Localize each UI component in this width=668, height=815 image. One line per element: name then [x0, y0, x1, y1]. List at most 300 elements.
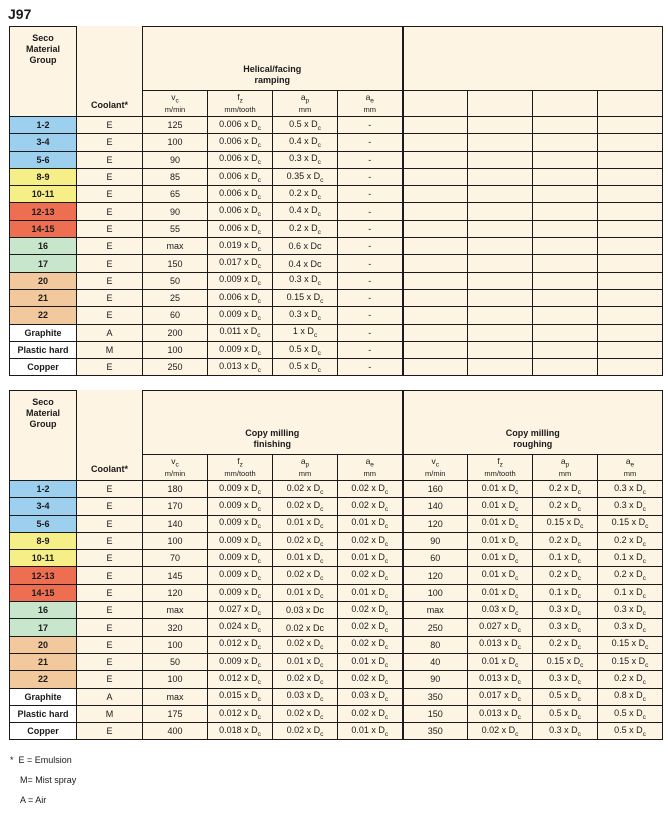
- roughing-fz-cell: 0.01 x $D_c$: [468, 498, 533, 515]
- material-group-cell: Copper: [10, 723, 77, 740]
- finishing-ae-cell: 0.02 x $D_c$: [338, 602, 403, 619]
- fz-cell: 0.006 x $D_c$: [208, 220, 273, 237]
- coolant-cell: E: [77, 134, 143, 151]
- material-group-cell: 14-15: [10, 584, 77, 601]
- empty-cell: [598, 255, 663, 272]
- table-row: [10, 723, 663, 740]
- table-row: [10, 584, 663, 601]
- coolant-cell: E: [77, 515, 143, 532]
- fz-cell: 0.017 x $D_c$: [208, 255, 273, 272]
- empty-cell: [468, 341, 533, 358]
- empty-cell: [468, 307, 533, 324]
- ae-cell: -: [338, 324, 403, 341]
- coolant-cell: M: [77, 705, 143, 722]
- table-row: [10, 602, 663, 619]
- header-vc: [143, 455, 208, 481]
- table-row: [10, 272, 663, 289]
- empty-cell: [598, 341, 663, 358]
- ae-cell: -: [338, 238, 403, 255]
- roughing-vc-cell: 90: [403, 671, 468, 688]
- finishing-ap-cell: 0.02 x $D_c$: [273, 723, 338, 740]
- roughing-ap-cell: 0.2 x $D_c$: [533, 532, 598, 549]
- finishing-ap-cell: 0.02 x $D_c$: [273, 532, 338, 549]
- roughing-ap-cell: 0.2 x $D_c$: [533, 481, 598, 498]
- empty-cell: [403, 186, 468, 203]
- finishing-ap-cell: 0.02 x $D_c$: [273, 498, 338, 515]
- finishing-vc-cell: 170: [143, 498, 208, 515]
- ap-cell: 0.6 x Dc: [273, 238, 338, 255]
- empty-cell: [598, 289, 663, 306]
- material-group-cell: 1-2: [10, 117, 77, 134]
- table-row: [10, 653, 663, 670]
- table-row: [10, 619, 663, 636]
- material-group-cell: 3-4: [10, 498, 77, 515]
- finishing-ae-cell: 0.01 x $D_c$: [338, 584, 403, 601]
- finishing-vc-cell: 50: [143, 653, 208, 670]
- ap-cell: 0.4 x $D_c$: [273, 203, 338, 220]
- roughing-ap-cell: 0.5 x $D_c$: [533, 705, 598, 722]
- table-row: [10, 359, 663, 376]
- empty-cell: [598, 151, 663, 168]
- empty-cell: [598, 117, 663, 134]
- roughing-ap-cell: 0.15 x $D_c$: [533, 653, 598, 670]
- header-fz: [208, 91, 273, 117]
- coolant-cell: E: [77, 653, 143, 670]
- cutting-data-table-copy-milling: [9, 390, 663, 740]
- finishing-fz-cell: 0.012 x $D_c$: [208, 705, 273, 722]
- material-group-cell: 10-11: [10, 550, 77, 567]
- ae-cell: -: [338, 168, 403, 185]
- finishing-ae-cell: 0.02 x $D_c$: [338, 498, 403, 515]
- roughing-ap-cell: 0.1 x $D_c$: [533, 550, 598, 567]
- ae-cell: -: [338, 289, 403, 306]
- empty-cell: [533, 117, 598, 134]
- header-ap: [533, 455, 598, 481]
- empty-cell: [468, 359, 533, 376]
- vc-cell: 90: [143, 203, 208, 220]
- empty-cell: [598, 203, 663, 220]
- fz-cell: 0.006 x $D_c$: [208, 151, 273, 168]
- finishing-vc-cell: 180: [143, 481, 208, 498]
- header-fz-unit: mm/tooth: [224, 469, 256, 479]
- finishing-vc-cell: max: [143, 688, 208, 705]
- finishing-vc-cell: 100: [143, 532, 208, 549]
- coolant-cell: E: [77, 567, 143, 584]
- finishing-fz-cell: 0.009 x $D_c$: [208, 532, 273, 549]
- header-material-group: Seco Material Group: [10, 391, 77, 481]
- header-copy-milling-finishing: Copy milling finishing: [143, 391, 403, 455]
- vc-cell: 50: [143, 272, 208, 289]
- roughing-ae-cell: 0.8 x $D_c$: [598, 688, 663, 705]
- ap-cell: 0.5 x $D_c$: [273, 341, 338, 358]
- roughing-ae-cell: 0.2 x $D_c$: [598, 671, 663, 688]
- finishing-ap-cell: 0.01 x $D_c$: [273, 584, 338, 601]
- header-fz: [468, 455, 533, 481]
- ap-cell: 0.35 x $D_c$: [273, 168, 338, 185]
- empty-cell: [403, 341, 468, 358]
- material-group-cell: 5-6: [10, 151, 77, 168]
- empty-cell: [533, 307, 598, 324]
- header-vc: [143, 91, 208, 117]
- coolant-cell: E: [77, 584, 143, 601]
- empty-cell: [533, 220, 598, 237]
- ap-cell: 1 x $D_c$: [273, 324, 338, 341]
- roughing-fz-cell: 0.01 x $D_c$: [468, 532, 533, 549]
- coolant-cell: E: [77, 168, 143, 185]
- roughing-vc-cell: 100: [403, 584, 468, 601]
- vc-cell: 100: [143, 134, 208, 151]
- empty-cell: [598, 134, 663, 151]
- ae-cell: -: [338, 255, 403, 272]
- ae-cell: -: [338, 359, 403, 376]
- finishing-ap-cell: 0.02 x $D_c$: [273, 705, 338, 722]
- fz-cell: 0.006 x $D_c$: [208, 203, 273, 220]
- empty-cell: [533, 168, 598, 185]
- empty-cell: [403, 324, 468, 341]
- header-vc-unit: m/min: [425, 469, 446, 479]
- material-group-cell: 16: [10, 238, 77, 255]
- roughing-vc-cell: 80: [403, 636, 468, 653]
- finishing-ap-cell: 0.01 x $D_c$: [273, 515, 338, 532]
- finishing-ae-cell: 0.02 x $D_c$: [338, 671, 403, 688]
- header-ap: [273, 91, 338, 117]
- roughing-ae-cell: 0.1 x $D_c$: [598, 584, 663, 601]
- finishing-fz-cell: 0.027 x $D_c$: [208, 602, 273, 619]
- coolant-cell: E: [77, 723, 143, 740]
- table-row: [10, 220, 663, 237]
- empty-cell: [403, 220, 468, 237]
- table-row: [10, 307, 663, 324]
- coolant-cell: E: [77, 602, 143, 619]
- fz-cell: 0.013 x $D_c$: [208, 359, 273, 376]
- coolant-cell: E: [77, 203, 143, 220]
- finishing-ae-cell: 0.02 x $D_c$: [338, 636, 403, 653]
- coolant-cell: E: [77, 671, 143, 688]
- header-ae-symbol: $a_e$: [365, 91, 374, 105]
- material-group-cell: 21: [10, 289, 77, 306]
- roughing-ae-cell: 0.3 x $D_c$: [598, 498, 663, 515]
- empty-cell: [468, 117, 533, 134]
- finishing-ap-cell: 0.02 x $D_c$: [273, 636, 338, 653]
- empty-cell: [403, 238, 468, 255]
- coolant-cell: E: [77, 186, 143, 203]
- material-group-cell: Copper: [10, 359, 77, 376]
- fz-cell: 0.009 x $D_c$: [208, 341, 273, 358]
- table-row: [10, 168, 663, 185]
- material-group-cell: 14-15: [10, 220, 77, 237]
- material-group-cell: Plastic hard: [10, 705, 77, 722]
- header-vc: [403, 455, 468, 481]
- finishing-ae-cell: 0.01 x $D_c$: [338, 723, 403, 740]
- roughing-fz-cell: 0.027 x $D_c$: [468, 619, 533, 636]
- empty-cell: [598, 324, 663, 341]
- legend-item: A = Air: [20, 795, 47, 805]
- finishing-vc-cell: 140: [143, 515, 208, 532]
- finishing-vc-cell: 175: [143, 705, 208, 722]
- coolant-cell: A: [77, 688, 143, 705]
- empty-cell: [533, 134, 598, 151]
- ap-cell: 0.3 x $D_c$: [273, 272, 338, 289]
- ae-cell: -: [338, 307, 403, 324]
- finishing-vc-cell: 400: [143, 723, 208, 740]
- table-row: [10, 567, 663, 584]
- coolant-cell: E: [77, 498, 143, 515]
- material-group-cell: 1-2: [10, 481, 77, 498]
- roughing-ap-cell: 0.3 x $D_c$: [533, 723, 598, 740]
- header-fz-symbol: $f_z$: [497, 455, 503, 469]
- empty-cell: [403, 134, 468, 151]
- finishing-ap-cell: 0.01 x $D_c$: [273, 550, 338, 567]
- table-row: [10, 550, 663, 567]
- header-coolant: Coolant*: [77, 27, 143, 117]
- ap-cell: 0.3 x $D_c$: [273, 151, 338, 168]
- empty-cell: [403, 168, 468, 185]
- roughing-vc-cell: 140: [403, 498, 468, 515]
- fz-cell: 0.006 x $D_c$: [208, 168, 273, 185]
- header-ae-symbol: $a_e$: [365, 455, 374, 469]
- roughing-vc-cell: 350: [403, 723, 468, 740]
- page-title: J97: [8, 6, 32, 22]
- ap-cell: 0.4 x $D_c$: [273, 134, 338, 151]
- roughing-ap-cell: 0.2 x $D_c$: [533, 636, 598, 653]
- roughing-fz-cell: 0.01 x $D_c$: [468, 515, 533, 532]
- empty-header-cell: [598, 91, 663, 117]
- table-row: [10, 289, 663, 306]
- material-group-cell: 12-13: [10, 203, 77, 220]
- finishing-ae-cell: 0.01 x $D_c$: [338, 550, 403, 567]
- roughing-fz-cell: 0.01 x $D_c$: [468, 653, 533, 670]
- coolant-cell: E: [77, 117, 143, 134]
- table-row: [10, 671, 663, 688]
- ap-cell: 0.4 x Dc: [273, 255, 338, 272]
- header-ae-unit: mm: [363, 105, 376, 115]
- finishing-ap-cell: 0.02 x $D_c$: [273, 481, 338, 498]
- empty-cell: [468, 324, 533, 341]
- finishing-ap-cell: 0.01 x $D_c$: [273, 653, 338, 670]
- header-fz: [208, 455, 273, 481]
- roughing-ae-cell: 0.2 x $D_c$: [598, 567, 663, 584]
- fz-cell: 0.006 x $D_c$: [208, 186, 273, 203]
- roughing-vc-cell: 150: [403, 705, 468, 722]
- finishing-fz-cell: 0.009 x $D_c$: [208, 584, 273, 601]
- vc-cell: 55: [143, 220, 208, 237]
- roughing-ae-cell: 0.15 x $D_c$: [598, 636, 663, 653]
- table-row: [10, 255, 663, 272]
- vc-cell: 60: [143, 307, 208, 324]
- table-row: [10, 324, 663, 341]
- table-row: [10, 134, 663, 151]
- ap-cell: 0.2 x $D_c$: [273, 186, 338, 203]
- finishing-fz-cell: 0.009 x $D_c$: [208, 515, 273, 532]
- legend-item: M= Mist spray: [20, 775, 77, 785]
- header-material-group: Seco Material Group: [10, 27, 77, 117]
- roughing-ap-cell: 0.2 x $D_c$: [533, 498, 598, 515]
- table-row: [10, 238, 663, 255]
- roughing-ae-cell: 0.3 x $D_c$: [598, 481, 663, 498]
- ae-cell: -: [338, 134, 403, 151]
- header-vc-symbol: $v_c$: [431, 455, 439, 469]
- table-row: [10, 705, 663, 722]
- empty-cell: [533, 186, 598, 203]
- empty-cell: [598, 359, 663, 376]
- header-fz-symbol: $f_z$: [237, 91, 243, 105]
- header-vc-symbol: $v_c$: [171, 455, 179, 469]
- coolant-cell: E: [77, 220, 143, 237]
- empty-cell: [468, 220, 533, 237]
- header-ap-unit: mm: [298, 469, 312, 479]
- finishing-vc-cell: 70: [143, 550, 208, 567]
- header-ae-symbol: $a_e$: [625, 455, 635, 469]
- empty-header-cell: [533, 91, 598, 117]
- material-group-cell: 5-6: [10, 515, 77, 532]
- header-vc-unit: m/min: [164, 469, 186, 479]
- empty-cell: [468, 289, 533, 306]
- finishing-fz-cell: 0.015 x $D_c$: [208, 688, 273, 705]
- coolant-cell: E: [77, 359, 143, 376]
- ae-cell: -: [338, 186, 403, 203]
- vc-cell: 125: [143, 117, 208, 134]
- finishing-ap-cell: 0.03 x Dc: [273, 602, 338, 619]
- roughing-fz-cell: 0.013 x $D_c$: [468, 705, 533, 722]
- coolant-cell: E: [77, 255, 143, 272]
- material-group-cell: 22: [10, 671, 77, 688]
- roughing-vc-cell: 40: [403, 653, 468, 670]
- empty-cell: [598, 220, 663, 237]
- material-group-cell: 20: [10, 636, 77, 653]
- table-row: [10, 498, 663, 515]
- roughing-ap-cell: 0.3 x $D_c$: [533, 671, 598, 688]
- empty-header-cell: [468, 91, 533, 117]
- finishing-ae-cell: 0.02 x $D_c$: [338, 532, 403, 549]
- finishing-fz-cell: 0.009 x $D_c$: [208, 481, 273, 498]
- empty-cell: [468, 255, 533, 272]
- ae-cell: -: [338, 203, 403, 220]
- empty-cell: [403, 203, 468, 220]
- finishing-fz-cell: 0.009 x $D_c$: [208, 498, 273, 515]
- empty-cell: [533, 289, 598, 306]
- roughing-ap-cell: 0.2 x $D_c$: [533, 567, 598, 584]
- roughing-vc-cell: 250: [403, 619, 468, 636]
- empty-cell: [468, 272, 533, 289]
- header-ae: [338, 91, 403, 117]
- header-fz-unit: mm/tooth: [484, 469, 516, 479]
- coolant-cell: E: [77, 481, 143, 498]
- roughing-ae-cell: 0.15 x $D_c$: [598, 653, 663, 670]
- roughing-vc-cell: 60: [403, 550, 468, 567]
- empty-cell: [468, 238, 533, 255]
- coolant-cell: M: [77, 341, 143, 358]
- table-row: [10, 341, 663, 358]
- finishing-vc-cell: 100: [143, 671, 208, 688]
- material-group-cell: Graphite: [10, 688, 77, 705]
- empty-cell: [468, 168, 533, 185]
- header-fz-unit: mm/tooth: [224, 105, 256, 115]
- header-ap: [273, 455, 338, 481]
- roughing-fz-cell: 0.03 x $D_c$: [468, 602, 533, 619]
- ae-cell: -: [338, 341, 403, 358]
- finishing-ae-cell: 0.02 x $D_c$: [338, 481, 403, 498]
- fz-cell: 0.019 x $D_c$: [208, 238, 273, 255]
- roughing-vc-cell: 160: [403, 481, 468, 498]
- roughing-fz-cell: 0.013 x $D_c$: [468, 671, 533, 688]
- finishing-fz-cell: 0.012 x $D_c$: [208, 671, 273, 688]
- header-ap-unit: mm: [298, 105, 312, 115]
- empty-cell: [533, 359, 598, 376]
- roughing-ae-cell: 0.2 x $D_c$: [598, 532, 663, 549]
- header-empty-block: [403, 27, 663, 91]
- finishing-ap-cell: 0.03 x $D_c$: [273, 688, 338, 705]
- roughing-ae-cell: 0.15 x $D_c$: [598, 515, 663, 532]
- vc-cell: 25: [143, 289, 208, 306]
- material-group-cell: 22: [10, 307, 77, 324]
- roughing-vc-cell: 120: [403, 515, 468, 532]
- empty-cell: [598, 307, 663, 324]
- finishing-fz-cell: 0.024 x $D_c$: [208, 619, 273, 636]
- material-group-cell: 17: [10, 255, 77, 272]
- roughing-ae-cell: 0.1 x $D_c$: [598, 550, 663, 567]
- roughing-fz-cell: 0.01 x $D_c$: [468, 481, 533, 498]
- coolant-cell: E: [77, 550, 143, 567]
- finishing-vc-cell: 100: [143, 636, 208, 653]
- roughing-ae-cell: 0.3 x $D_c$: [598, 602, 663, 619]
- empty-cell: [533, 255, 598, 272]
- header-coolant: Coolant*: [77, 391, 143, 481]
- ap-cell: 0.5 x $D_c$: [273, 117, 338, 134]
- finishing-fz-cell: 0.009 x $D_c$: [208, 653, 273, 670]
- finishing-vc-cell: 120: [143, 584, 208, 601]
- roughing-fz-cell: 0.02 x $D_c$: [468, 723, 533, 740]
- roughing-ap-cell: 0.5 x $D_c$: [533, 688, 598, 705]
- header-ap-symbol: $a_p$: [300, 455, 310, 469]
- roughing-fz-cell: 0.01 x $D_c$: [468, 550, 533, 567]
- finishing-ae-cell: 0.02 x $D_c$: [338, 619, 403, 636]
- table-row: [10, 151, 663, 168]
- roughing-vc-cell: max: [403, 602, 468, 619]
- table-row: [10, 636, 663, 653]
- coolant-legend: [10, 755, 76, 815]
- material-group-cell: 20: [10, 272, 77, 289]
- table-row: [10, 532, 663, 549]
- material-group-cell: 8-9: [10, 168, 77, 185]
- material-group-cell: Plastic hard: [10, 341, 77, 358]
- finishing-fz-cell: 0.009 x $D_c$: [208, 550, 273, 567]
- coolant-cell: A: [77, 324, 143, 341]
- fz-cell: 0.006 x $D_c$: [208, 134, 273, 151]
- empty-cell: [468, 151, 533, 168]
- finishing-fz-cell: 0.009 x $D_c$: [208, 567, 273, 584]
- fz-cell: 0.011 x $D_c$: [208, 324, 273, 341]
- finishing-ae-cell: 0.02 x $D_c$: [338, 705, 403, 722]
- roughing-ae-cell: 0.5 x $D_c$: [598, 705, 663, 722]
- header-ap-unit: mm: [558, 469, 572, 479]
- cutting-data-table-ramping: [9, 26, 663, 376]
- empty-cell: [533, 151, 598, 168]
- roughing-ap-cell: 0.1 x $D_c$: [533, 584, 598, 601]
- roughing-ae-cell: 0.3 x $D_c$: [598, 619, 663, 636]
- empty-header-cell: [403, 91, 468, 117]
- roughing-vc-cell: 350: [403, 688, 468, 705]
- header-helical-ramping: Helical/facing ramping: [143, 27, 403, 91]
- finishing-ae-cell: 0.01 x $D_c$: [338, 653, 403, 670]
- empty-cell: [403, 151, 468, 168]
- ae-cell: -: [338, 220, 403, 237]
- material-group-cell: 8-9: [10, 532, 77, 549]
- header-ap-symbol: $a_p$: [300, 91, 310, 105]
- empty-cell: [403, 255, 468, 272]
- vc-cell: 85: [143, 168, 208, 185]
- material-group-cell: 21: [10, 653, 77, 670]
- finishing-ap-cell: 0.02 x $D_c$: [273, 671, 338, 688]
